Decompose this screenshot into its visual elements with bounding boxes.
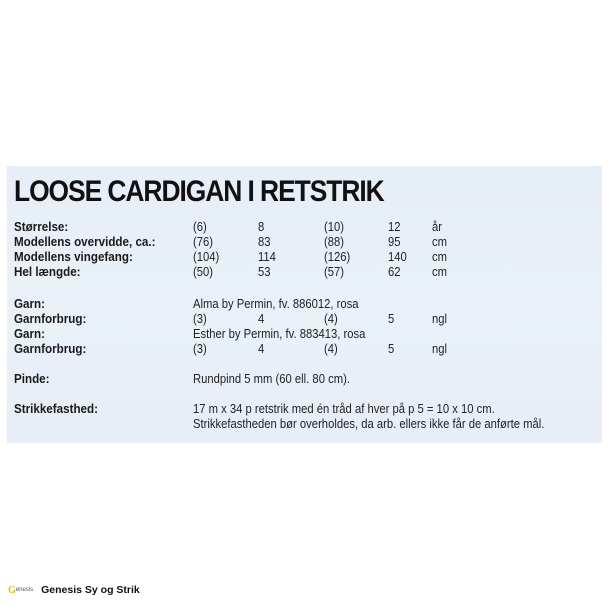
logo-initial: G bbox=[8, 584, 16, 596]
value-cell: 95 bbox=[388, 235, 401, 249]
value-cell: 4 bbox=[258, 342, 265, 356]
needles-row bbox=[0, 372, 610, 387]
value-cell: (4) bbox=[324, 342, 338, 356]
row-label: Hel længde: bbox=[14, 265, 81, 279]
value-cell: (104) bbox=[193, 250, 220, 264]
value-cell: 12 bbox=[388, 220, 401, 234]
yarn-usage-row bbox=[0, 342, 610, 357]
value-cell: 62 bbox=[388, 265, 401, 279]
value-cell: (50) bbox=[193, 265, 214, 279]
yarn-name: Alma by Permin, fv. 886012, rosa bbox=[193, 297, 359, 311]
yarn-name: Esther by Permin, fv. 883413, rosa bbox=[193, 327, 366, 341]
value-cell: 8 bbox=[258, 220, 265, 234]
gauge-row bbox=[0, 402, 610, 417]
value-cell: 140 bbox=[388, 250, 407, 264]
size-row bbox=[0, 220, 610, 235]
row-label: Modellens overvidde, ca.: bbox=[14, 235, 156, 249]
row-label: Pinde: bbox=[14, 372, 50, 386]
value-cell: (76) bbox=[193, 235, 214, 249]
yarn-usage-row bbox=[0, 312, 610, 327]
value-cell: (57) bbox=[324, 265, 345, 279]
gauge-line-2: Strikkefastheden bør overholdes, da arb. ellers ikke får de anførte mål. bbox=[193, 417, 545, 431]
pattern-title: LOOSE CARDIGAN I RETSTRIK bbox=[14, 175, 384, 208]
row-label: Størrelse: bbox=[14, 220, 69, 234]
value-cell: (126) bbox=[324, 250, 351, 264]
unit-cell: cm bbox=[432, 265, 448, 279]
unit-cell: ngl bbox=[432, 342, 448, 356]
value-cell: (3) bbox=[193, 312, 207, 326]
row-label: Modellens vingefang: bbox=[14, 250, 133, 264]
wingspan-row bbox=[0, 250, 610, 265]
yarn-row bbox=[0, 297, 610, 312]
row-label: Strikkefasthed: bbox=[14, 402, 98, 416]
value-cell: 5 bbox=[388, 342, 395, 356]
value-cell: 4 bbox=[258, 312, 265, 326]
length-row bbox=[0, 265, 610, 280]
unit-cell: år bbox=[432, 220, 443, 234]
genesis-logo[interactable] bbox=[8, 585, 33, 596]
row-label: Garn: bbox=[14, 297, 46, 311]
value-cell: 53 bbox=[258, 265, 271, 279]
value-cell: (4) bbox=[324, 312, 338, 326]
needles-value: Rundpind 5 mm (60 ell. 80 cm). bbox=[193, 372, 350, 386]
footer bbox=[8, 583, 140, 597]
value-cell: (3) bbox=[193, 342, 207, 356]
gauge-row-continued bbox=[0, 417, 610, 432]
value-cell: 83 bbox=[258, 235, 271, 249]
yarn-row bbox=[0, 327, 610, 342]
gauge-line-1: 17 m x 34 p retstrik med én tråd af hver på p 5 = 10 x 10 cm. bbox=[193, 402, 495, 416]
unit-cell: cm bbox=[432, 250, 448, 264]
value-cell: 5 bbox=[388, 312, 395, 326]
value-cell: (88) bbox=[324, 235, 345, 249]
logo-text: enesis bbox=[15, 587, 34, 593]
value-cell: (10) bbox=[324, 220, 345, 234]
value-cell: 114 bbox=[258, 250, 276, 264]
row-label: Garn: bbox=[14, 327, 46, 341]
row-label: Garnforbrug: bbox=[14, 312, 87, 326]
shop-name[interactable]: Genesis Sy og Strik bbox=[41, 584, 140, 596]
row-label: Garnforbrug: bbox=[14, 342, 87, 356]
chest-width-row bbox=[0, 235, 610, 250]
unit-cell: cm bbox=[432, 235, 448, 249]
unit-cell: ngl bbox=[432, 312, 448, 326]
value-cell: (6) bbox=[193, 220, 207, 234]
